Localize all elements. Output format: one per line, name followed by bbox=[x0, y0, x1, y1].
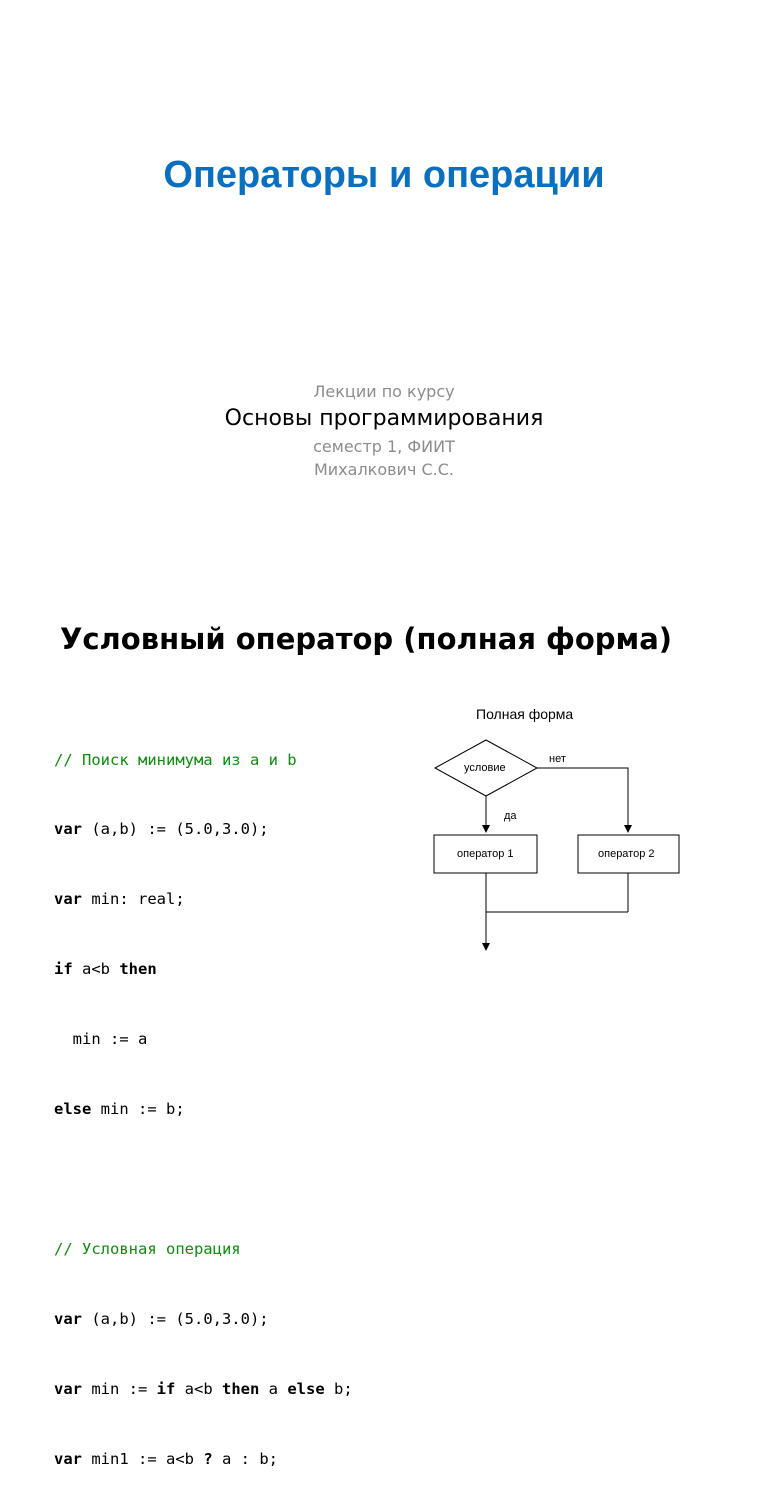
code-comment: // Условная операция bbox=[54, 1239, 241, 1258]
code-line: if a<b then bbox=[54, 960, 157, 979]
flowchart-graphic bbox=[420, 696, 710, 966]
author-name: Михалкович С.С. bbox=[313, 460, 455, 479]
code-line: var min1 := a<b ? a : b; bbox=[54, 1449, 278, 1468]
slide-title: Операторы и операции bbox=[163, 154, 605, 196]
yes-label: да bbox=[504, 810, 517, 822]
code-line: var (a,b) := (5.0,3.0); bbox=[54, 1309, 269, 1328]
slide2-title: Условный оператор (полная форма) bbox=[60, 622, 673, 656]
lecture-label: Лекции по курсу bbox=[313, 382, 455, 401]
code-line: var min := if a<b then a else b; bbox=[54, 1379, 353, 1398]
code-comment: // Поиск минимума из a и b bbox=[54, 750, 297, 769]
operator1-label: оператор 1 bbox=[457, 848, 514, 860]
diagram-title: Полная форма bbox=[476, 706, 574, 722]
code-block bbox=[54, 702, 353, 1494]
code-line: else min := b; bbox=[54, 1100, 185, 1119]
code-line: var (a,b) := (5.0,3.0); bbox=[54, 820, 269, 839]
code-line bbox=[54, 1168, 353, 1191]
flowchart bbox=[420, 696, 710, 966]
code-line: min := a bbox=[54, 1030, 148, 1049]
no-arrow bbox=[537, 768, 628, 832]
course-name: Основы программирования bbox=[224, 406, 544, 431]
semester-label: семестр 1, ФИИТ bbox=[313, 437, 455, 456]
condition-label: условие bbox=[464, 762, 506, 774]
code-line: var min: real; bbox=[54, 890, 185, 909]
no-label: нет bbox=[549, 753, 566, 765]
subtitle-block bbox=[0, 380, 768, 481]
operator2-label: оператор 2 bbox=[598, 848, 655, 860]
